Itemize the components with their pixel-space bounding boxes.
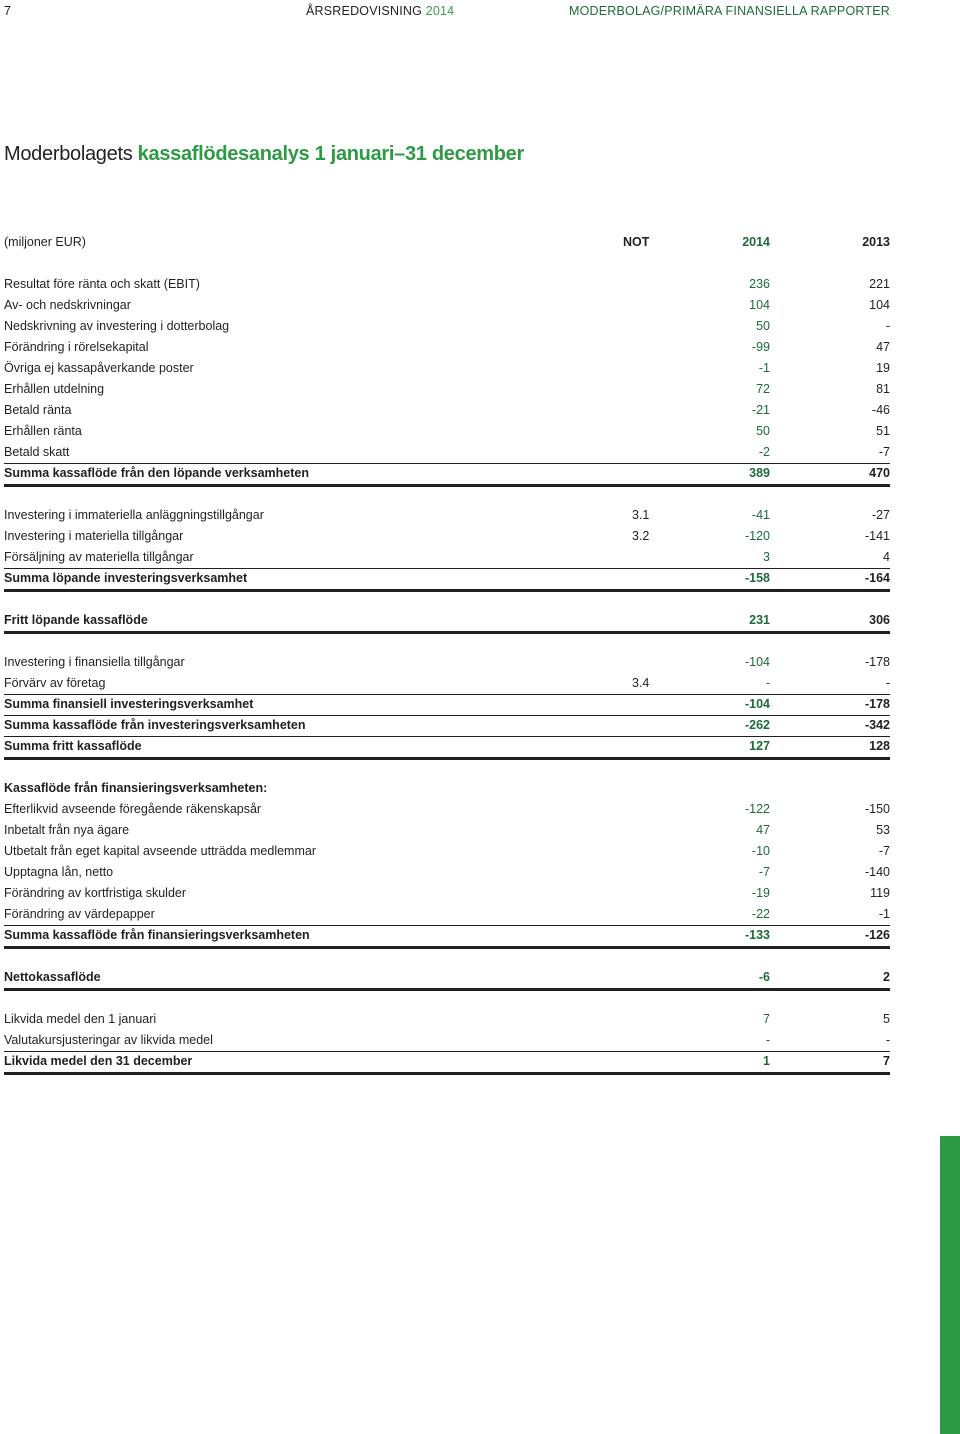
table-row [4, 568, 890, 592]
page-header [0, 4, 960, 22]
table-row [4, 736, 890, 760]
value-2014: 50 [756, 319, 770, 333]
value-2013: 470 [869, 466, 890, 480]
row-label: Förvärv av företag [4, 676, 106, 690]
title-prefix: Moderbolagets [4, 143, 138, 165]
value-2013: -342 [864, 718, 890, 732]
value-2014: 3 [763, 550, 770, 564]
value-2014: -99 [751, 340, 770, 354]
value-2014: -1 [758, 361, 770, 375]
year-2014-header: 2014 [742, 235, 770, 249]
value-2014: 104 [749, 298, 770, 312]
value-2014: -22 [751, 907, 770, 921]
value-2014: -7 [758, 865, 770, 879]
table-header [4, 232, 890, 253]
side-tab-marker [940, 1136, 960, 1434]
table-row [4, 400, 890, 421]
value-2014: - [765, 676, 770, 690]
row-label: Summa kassaflöde från finansieringsverksamheten [4, 928, 310, 942]
value-2013: -46 [871, 403, 890, 417]
value-2014: -158 [744, 571, 770, 585]
row-label: Summa fritt kassaflöde [4, 739, 142, 753]
table-row [4, 652, 890, 673]
value-2013: 53 [876, 823, 890, 837]
value-2013: 4 [883, 550, 890, 564]
section-title: MODERBOLAG/PRIMÄRA FINANSIELLA RAPPORTER [568, 4, 890, 18]
value-2013: - [885, 319, 890, 333]
value-2014: -21 [751, 403, 770, 417]
value-2014: -104 [744, 697, 770, 711]
page-title [4, 143, 524, 166]
title-highlight: kassaflödesanalys 1 januari–31 december [137, 143, 524, 165]
row-label: Nettokassaflöde [4, 970, 101, 984]
table-row [4, 967, 890, 991]
table-row [4, 715, 890, 737]
note-column-header: NOT [623, 235, 650, 249]
row-label: Investering i immateriella anläggningstillgångar [4, 508, 264, 522]
table-row [4, 862, 890, 883]
value-2013: 81 [876, 382, 890, 396]
value-2014: -19 [751, 886, 770, 900]
row-label: Betald ränta [4, 403, 72, 417]
value-2014: -41 [751, 508, 770, 522]
value-2014: -262 [744, 718, 770, 732]
value-2014: -122 [744, 802, 770, 816]
value-2014: -2 [758, 445, 770, 459]
row-note: 3.2 [632, 529, 650, 543]
table-row [4, 442, 890, 464]
row-label: Likvida medel den 31 december [4, 1054, 193, 1068]
value-2013: -7 [878, 445, 890, 459]
value-2013: 306 [869, 613, 890, 627]
table-row [4, 274, 890, 295]
value-2013: -178 [864, 655, 890, 669]
value-2013: 47 [876, 340, 890, 354]
row-label: Summa finansiell investeringsverksamhet [4, 697, 254, 711]
value-2013: 128 [869, 739, 890, 753]
value-2013: 5 [883, 1012, 890, 1026]
value-2014: 7 [763, 1012, 770, 1026]
row-label: Förändring i rörelsekapital [4, 340, 149, 354]
row-label: Övriga ej kassapåverkande poster [4, 361, 194, 375]
row-label: Av- och nedskrivningar [4, 298, 131, 312]
row-label: Investering i finansiella tillgångar [4, 655, 185, 669]
row-label: Försäljning av materiella tillgångar [4, 550, 194, 564]
row-label: Erhållen ränta [4, 424, 82, 438]
table-row [4, 463, 890, 487]
row-label: Nedskrivning av investering i dotterbolag [4, 319, 230, 333]
table-row [4, 673, 890, 695]
value-2013: -150 [864, 802, 890, 816]
unit-label: (miljoner EUR) [4, 235, 86, 249]
value-2014: -10 [751, 844, 770, 858]
table-row [4, 1030, 890, 1052]
table-row [4, 610, 890, 634]
value-2014: 1 [763, 1054, 770, 1068]
value-2013: - [885, 1033, 890, 1047]
row-label: Inbetalt från nya ägare [4, 823, 130, 837]
page-number: 7 [4, 4, 11, 18]
value-2013: -7 [878, 844, 890, 858]
value-2013: -126 [864, 928, 890, 942]
table-row [4, 316, 890, 337]
value-2014: 47 [756, 823, 770, 837]
value-2014: 389 [749, 466, 770, 480]
value-2014: 231 [749, 613, 770, 627]
table-row [4, 379, 890, 400]
value-2013: -140 [864, 865, 890, 879]
row-label: Summa kassaflöde från investeringsverksamheten [4, 718, 306, 732]
value-2013: - [885, 676, 890, 690]
value-2013: -178 [864, 697, 890, 711]
value-2013: 51 [876, 424, 890, 438]
row-label: Summa kassaflöde från den löpande verksamheten [4, 466, 309, 480]
row-label: Kassaflöde från finansieringsverksamheten: [4, 781, 268, 795]
table-row [4, 505, 890, 526]
row-label: Erhållen utdelning [4, 382, 105, 396]
table-row [4, 820, 890, 841]
value-2014: - [765, 1033, 770, 1047]
report-title-text: ÅRSREDOVISNING [306, 4, 423, 18]
value-2013: 2 [883, 970, 890, 984]
value-2013: 19 [876, 361, 890, 375]
row-label: Förändring av värdepapper [4, 907, 155, 921]
value-2014: 50 [756, 424, 770, 438]
value-2013: 7 [883, 1054, 890, 1068]
value-2013: 104 [869, 298, 890, 312]
row-label: Efterlikvid avseende föregående räkenskapsår [4, 802, 262, 816]
row-label: Resultat före ränta och skatt (EBIT) [4, 277, 200, 291]
table-row [4, 904, 890, 926]
report-year: 2014 [425, 4, 455, 18]
value-2014: 72 [756, 382, 770, 396]
table-row [4, 799, 890, 820]
row-label: Likvida medel den 1 januari [4, 1012, 157, 1026]
table-row [4, 358, 890, 379]
value-2013: -27 [871, 508, 890, 522]
value-2014: -133 [744, 928, 770, 942]
value-2013: 221 [869, 277, 890, 291]
row-label: Utbetalt från eget kapital avseende utträdda medlemmar [4, 844, 316, 858]
value-2014: -120 [744, 529, 770, 543]
value-2014: 236 [749, 277, 770, 291]
row-label: Investering i materiella tillgångar [4, 529, 184, 543]
table-row [4, 295, 890, 316]
value-2013: -164 [864, 571, 890, 585]
value-2014: -104 [744, 655, 770, 669]
table-row [4, 1009, 890, 1030]
row-note: 3.1 [632, 508, 650, 522]
row-label: Betald skatt [4, 445, 70, 459]
table-row [4, 883, 890, 904]
row-note: 3.4 [632, 676, 650, 690]
value-2013: -1 [878, 907, 890, 921]
table-row [4, 841, 890, 862]
row-label: Valutakursjusteringar av likvida medel [4, 1033, 213, 1047]
row-label: Fritt löpande kassaflöde [4, 613, 148, 627]
row-label: Summa löpande investeringsverksamhet [4, 571, 248, 585]
row-label: Förändring av kortfristiga skulder [4, 886, 187, 900]
table-row [4, 421, 890, 442]
table-row [4, 694, 890, 716]
table-row [4, 547, 890, 569]
value-2013: -141 [864, 529, 890, 543]
value-2014: 127 [749, 739, 770, 753]
table-row [4, 925, 890, 949]
year-2013-header: 2013 [862, 235, 890, 249]
value-2013: 119 [870, 886, 890, 900]
table-row [4, 778, 890, 799]
value-2014: -6 [758, 970, 770, 984]
table-row [4, 1051, 890, 1075]
row-label: Upptagna lån, netto [4, 865, 114, 879]
report-title [306, 4, 454, 18]
table-row [4, 337, 890, 358]
table-row [4, 526, 890, 547]
